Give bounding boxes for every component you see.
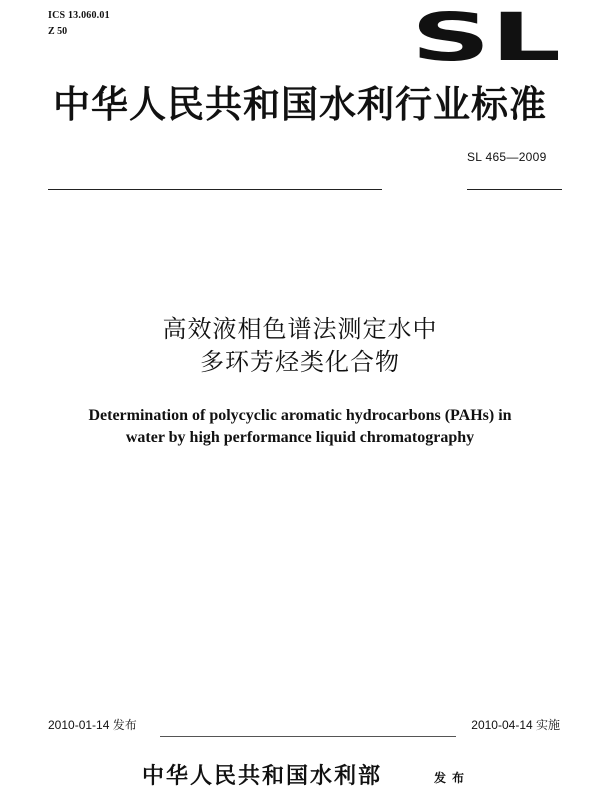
standard-number: SL 465—2009 [467, 150, 547, 164]
english-title-line-2: water by high performance liquid chromatography [125, 429, 475, 446]
issue-date: 2010-01-14 发布 [48, 718, 137, 732]
standard-type-title: 中华人民共和国水利行业标准 [53, 82, 547, 126]
ccs-code: Z 50 [48, 26, 68, 37]
chinese-title-line-1: 高效液相色谱法测定水中 [162, 315, 438, 343]
sl-logo [408, 6, 564, 64]
chinese-title-line-2: 多环芳烃类化合物 [200, 348, 400, 376]
header-divider-left [48, 189, 382, 190]
header-divider-right [467, 189, 562, 190]
publisher-name: 中华人民共和国水利部 [142, 763, 383, 789]
publish-label: 发布 [434, 771, 471, 785]
sl-logo-text: SL [411, 6, 561, 64]
footer-divider [160, 736, 456, 737]
ics-code: ICS 13.060.01 [48, 10, 110, 21]
english-title-line-1: Determination of polycyclic aromatic hydrocarbons (PAHs) in [88, 407, 512, 424]
implementation-date: 2010-04-14 实施 [471, 718, 560, 732]
